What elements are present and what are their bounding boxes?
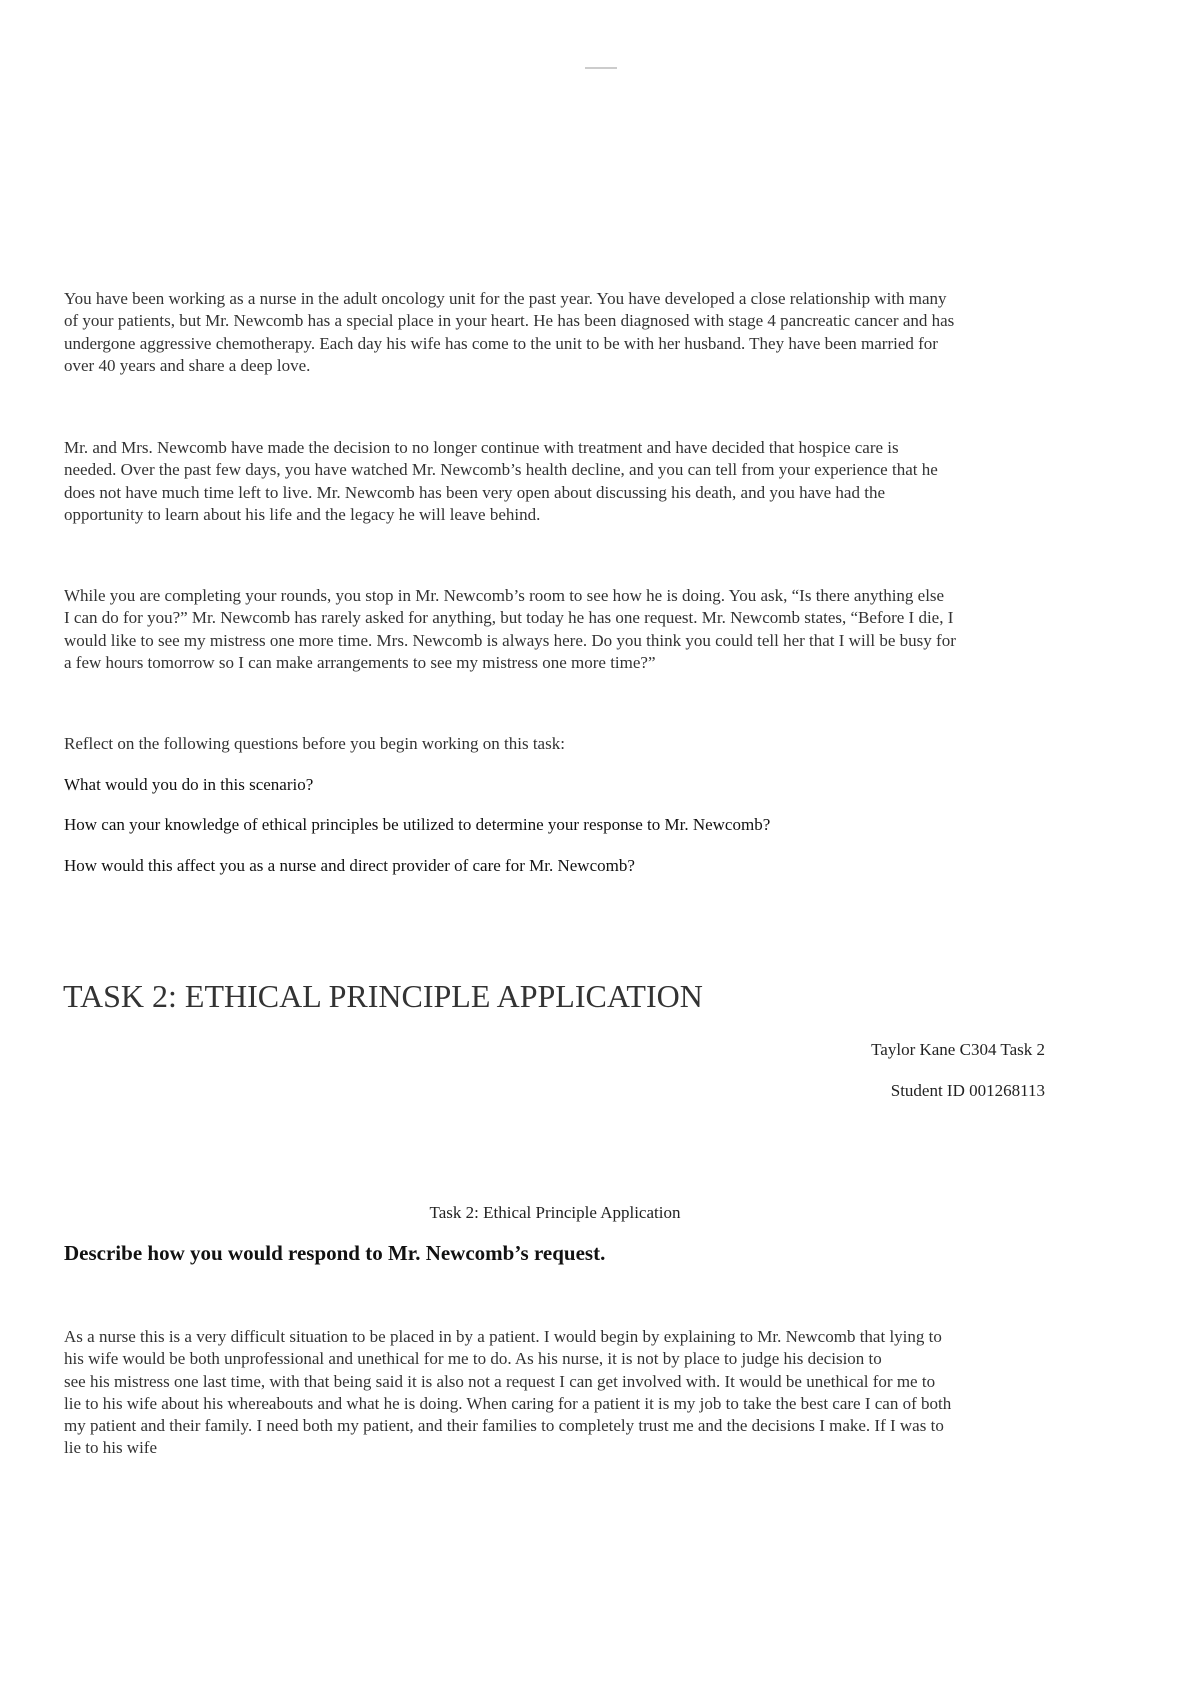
scenario-paragraph-1	[64, 288, 1054, 377]
text-line: does not have much time left to live. Mr. Newcomb has been very open about discussing his death, and you have had the	[64, 482, 885, 502]
question-1: What would you do in this scenario?	[64, 775, 314, 794]
centered-title: Task 2: Ethical Principle Application	[429, 1203, 681, 1222]
text-line: You have been working as a nurse in the adult oncology unit for the past year. You have developed a close relationship with many	[64, 289, 947, 308]
scenario-paragraph-3	[64, 585, 1054, 674]
question-3: How would this affect you as a nurse and direct provider of care for Mr. Newcomb?	[64, 856, 635, 875]
reflect-intro: Reflect on the following questions before you begin working on this task:	[64, 734, 565, 753]
task-title: TASK 2: ETHICAL PRINCIPLE APPLICATION	[63, 978, 703, 1014]
text-line: lie to his wife about his whereabouts and what he is doing. When caring for a patient it is my job to take the best care I can of both	[64, 1393, 952, 1413]
page-header-mark	[585, 67, 617, 69]
text-line: needed. Over the past few days, you have watched Mr. Newcomb’s health decline, and you can tell from your experience that he	[64, 460, 938, 480]
student-id: Student ID 001268113	[890, 1081, 1045, 1100]
text-line: opportunity to learn about his life and the legacy he will leave behind.	[64, 504, 541, 524]
response-paragraph	[64, 1326, 1054, 1460]
text-line: over 40 years and share a deep love.	[64, 355, 311, 375]
text-line: my patient and their family. I need both my patient, and their families to completely trust me and the decisions I make. If I was to	[64, 1416, 944, 1436]
author-line: Taylor Kane C304 Task 2	[871, 1040, 1045, 1059]
text-line: lie to his wife	[64, 1438, 158, 1458]
text-line: I can do for you?” Mr. Newcomb has rarely asked for anything, but today he has one request. Mr. Newcomb states, “Before I die, I	[64, 608, 954, 628]
text-line: undergone aggressive chemotherapy. Each day his wife has come to the unit to be with her husband. They have been married for	[64, 333, 938, 353]
text-line: see his mistress one last time, with that being said it is also not a request I can get involved with. It would be unethical for me to	[64, 1371, 936, 1391]
text-line: As a nurse this is a very difficult situation to be placed in by a patient. I would begin by explaining to Mr. Newcomb that lying to	[64, 1327, 942, 1346]
text-line: his wife would be both unprofessional and unethical for me to do. As his nurse, it is not by place to judge his decision to	[64, 1349, 882, 1369]
text-line: of your patients, but Mr. Newcomb has a special place in your heart. He has been diagnosed with stage 4 pancreatic cancer and has	[64, 311, 955, 331]
text-line: While you are completing your rounds, you stop in Mr. Newcomb’s room to see how he is doing. You ask, “Is there anything else	[64, 586, 945, 605]
section-heading: Describe how you would respond to Mr. Newcomb’s request.	[64, 1241, 606, 1265]
text-line: would like to see my mistress one more time. Mrs. Newcomb is always here. Do you think you could tell her that I will be busy for	[64, 630, 956, 650]
question-2: How can your knowledge of ethical principles be utilized to determine your response to Mr. Newcomb?	[64, 815, 771, 834]
scenario-paragraph-2	[64, 437, 1054, 526]
text-line: Mr. and Mrs. Newcomb have made the decision to no longer continue with treatment and have decided that hospice care is	[64, 438, 899, 457]
text-line: a few hours tomorrow so I can make arrangements to see my mistress one more time?”	[64, 652, 656, 672]
